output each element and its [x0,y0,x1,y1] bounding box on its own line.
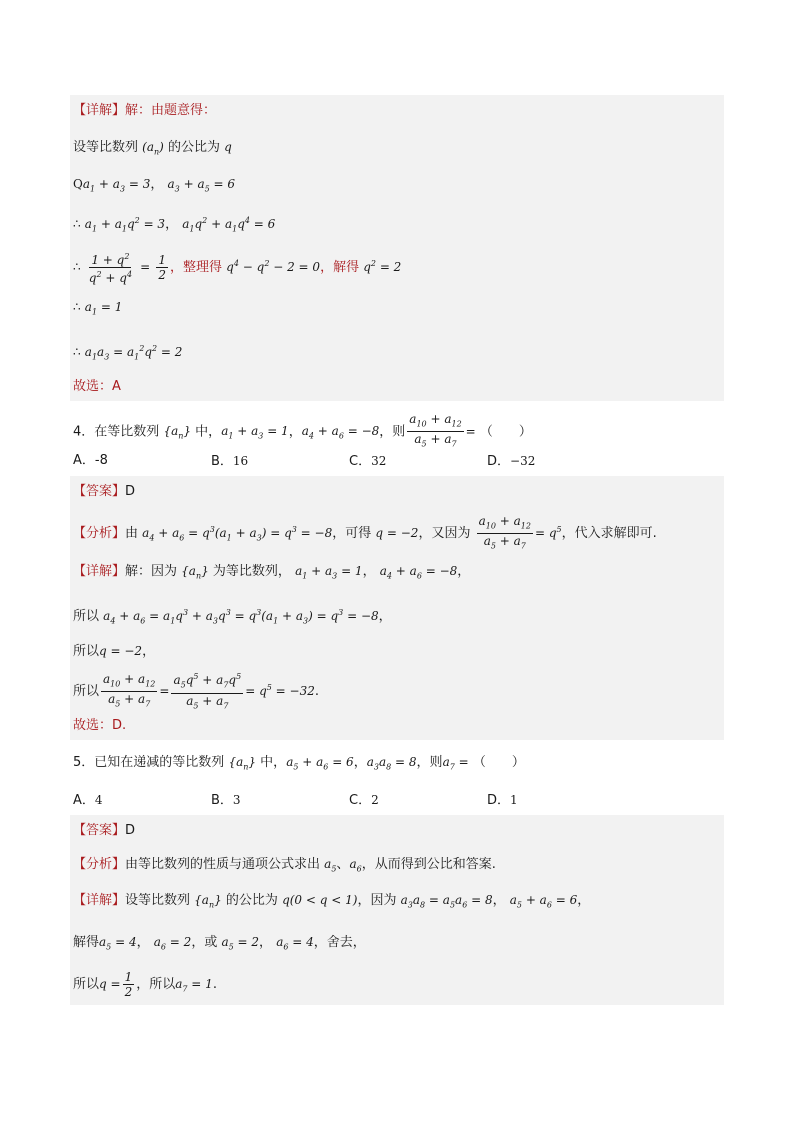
term-a5: $a_5$ [324,857,337,874]
fraction-ratio: $\frac{1 + q^2}{q^2 + q^4}$ [88,252,133,285]
period: . [212,977,217,992]
analysis-text-d: ，代入求解即可 [561,526,653,541]
conclusion-label: 故选： [73,718,113,733]
sequence-symbol: $(a_n)$ [142,140,164,157]
solve-text: ，解得 [320,260,360,275]
detail-text-c: ，因为 [357,893,397,908]
so-eq-1: $a_4 + a_6 = a_1q^3 + a_3q^3 = q^3(a_1 + a_3) = q^3 = -8$ [103,608,379,626]
sequence-symbol: $\{a_n\}$ [181,564,209,581]
answer-line [73,483,135,501]
q-squared-result: $q^2 = 2$ [363,259,402,274]
setup-line [73,138,232,161]
question-4-options [73,452,593,470]
sequence-symbol: $\{a_n\}$ [194,893,222,910]
step-line-1 [73,212,275,238]
simplify-text: ，整理得 [170,260,223,275]
solve-eq-3: $a_5 = 2$ [221,935,260,952]
product-result: $a_1a_3 = a_1^2q^2 = 2$ [84,344,183,362]
detail-eq-2: $a_4 + a_6 = -8$ [379,564,458,581]
so-eq-2: q = −2 [99,644,143,658]
given-eq-1: $a_1 + a_3 = 3$ [82,177,151,194]
so-line: 所以q = $\frac{1}{2}$ ，所以$a_7 = 1$. [73,970,217,999]
option-b[interactable]: B．16 [211,454,249,469]
conclusion-line [73,378,121,396]
so-line-3: 所以 $\frac{a_{10} + a_{12}}{a_5 + a_7}$ = $\frac{a_5q^5 + a_7q^5}{a_5 + a_7}$ = $q^5 = -32$. [73,670,319,713]
option-d[interactable]: D．−32 [487,454,536,469]
so-label: 所以 [73,684,100,699]
analysis-eq-1: $a_4 + a_6 = q^3(a_1 + a_3) = q^3 = -8$ [142,525,333,543]
detail-line [73,102,216,120]
option-b[interactable]: B．3 [211,793,241,808]
condition-2: $a_3a_8 = 8$ [366,755,417,772]
question-number: 4． [73,424,95,440]
detail-tag: 【详解】 [73,893,126,908]
step-line-4 [73,340,182,366]
step-eq-2: $a_1q^2 + a_1q^4 = 6$ [182,216,276,234]
a7-result: $a_7 = 1$ [175,977,213,994]
step-eq-1: $a_1 + a_1q^2 = 3$ [84,216,166,234]
condition-2: $a_4 + a_6 = -8$ [301,424,380,441]
solve-line: 解得$a_5 = 4$， $a_6 = 2$，或 $a_5 = 2$， $a_6 = 4$，舍去， [73,935,366,952]
equals-sign: = [140,260,151,274]
detail-tag: 【详解】 [73,103,126,118]
ratio-range: q(0 < q < 1) [282,893,358,907]
therefore-symbol: ∴ [73,345,81,359]
detail-text-a: 设等比数列 [125,893,191,908]
period: . [314,684,320,699]
detail-eq-1: $a_3a_8 = a_5a_6 = 8$ [400,893,493,910]
stem-text-c: ，则 [379,424,406,440]
so-label: 所以 [73,644,100,659]
therefore-symbol: ∴ [73,300,81,314]
so-result: = $q^5 = -32$ [245,683,315,698]
answer-line [73,822,135,840]
so-line-2: 所以q = −2， [73,644,156,659]
conclusion-line [73,717,126,735]
setup-text-a: 设等比数列 [73,140,139,155]
therefore-symbol: ∴ [73,260,81,274]
term-a6: $a_6$ [349,857,362,874]
q-glyph: Q [73,177,83,191]
step-line-3 [73,298,122,321]
separator: 、 [336,857,350,872]
conclusion-answer: A [112,379,121,394]
detail-text-a: 解：因为 [125,564,178,579]
option-c[interactable]: C．32 [349,454,387,469]
solve-text-a: 解得 [73,935,100,950]
detail-line: 【详解】解：因为 $\{a_n\}$ 为等比数列， $a_1 + a_3 = 1$， $a_4 + a_6 = -8$， [73,564,471,581]
so-line-1: 所以 $a_4 + a_6 = a_1q^3 + a_3q^3 = q^3(a_1 + a_3) = q^3 = -8$， [73,608,392,626]
analysis-text-a: 由等比数列的性质与通项公式求出 [125,857,321,872]
analysis-text-c: ，又因为 [418,526,471,541]
detail-line: 【详解】设等比数列 $\{a_n\}$ 的公比为 q(0 < q < 1)，因为 $a_3a_8 = a_5a_6 = 8$， $a_5 + a_6 = 6$， [73,893,591,910]
analysis-text-a: 由 [125,526,139,541]
analysis-tag: 【分析】 [73,857,126,872]
so-label: 所以 [73,609,100,624]
detail-text-b: 为等比数列， [212,564,291,579]
target-fraction: $\frac{a_{10} + a_{12}}{a_5 + a_7}$ [409,412,462,449]
solve-discard: ，舍去， [313,935,366,950]
analysis-tag: 【分析】 [73,526,126,541]
question-4-stem: 4．在等比数列 $\{a_n\}$ 中，$a_1 + a_3 = 1$，$a_4 + a_6 = -8$，则 $\frac{a_{10} + a_{12}}{a_5 + a_7}$ = （ ） [73,412,532,455]
option-a[interactable]: A．4 [73,793,103,808]
a1-result: $a_1 = 1$ [84,300,123,317]
answer-tag: 【答案】 [73,484,126,499]
condition-1: $a_1 + a_3 = 1$ [221,424,289,441]
option-a[interactable]: A．-8 [73,453,108,468]
analysis-eq-2: q = −2 [375,526,419,540]
quartic-eq: $q^4 - q^2 - 2 = 0$ [226,259,321,274]
stem-text-b: 中， [195,424,222,440]
sequence-symbol: $\{a_n\}$ [228,755,257,772]
setup-text-b: 的公比为 [167,140,220,155]
analysis-text-b: ，可得 [332,526,372,541]
analysis-line [73,855,496,878]
stem-text-a: 在等比数列 [94,424,160,440]
answer-blank: （ ） [479,424,532,440]
given-eq-2: $a_3 + a_5 = 6$ [167,177,236,194]
ratio-symbol: q [224,140,232,154]
question-number: 5． [73,755,95,770]
answer-value: D [125,484,136,499]
comma: ， [150,177,164,192]
comma: ， [165,217,179,232]
solve-eq-1: $a_5 = 4$ [99,935,137,952]
so-fraction-1: $\frac{a_{10} + a_{12}}{a_5 + a_7}$ [103,671,156,709]
period: . [491,857,496,872]
sequence-symbol: $\{a_n\}$ [163,424,192,441]
detail-eq-2: $a_5 + a_6 = 6$ [509,893,578,910]
detail-eq-1: $a_1 + a_3 = 1$ [295,564,363,581]
therefore-symbol: ∴ [73,217,81,231]
target-term: $a_7$ = [442,755,469,772]
detail-tag: 【详解】 [73,564,126,579]
step-line-2 [73,244,401,288]
conclusion-label: 故选： [73,379,113,394]
solve-eq-4: $a_6 = 4$ [276,935,314,952]
so-text-b: ，所以 [136,977,176,992]
so-label: 所以 [73,977,100,992]
solve-eq-2: $a_6 = 2$ [153,935,192,952]
answer-value: D [125,823,136,838]
stem-text-b: 中， [260,755,287,770]
detail-intro: 解：由题意得： [125,103,217,118]
analysis-text-b: ，从而得到公比和答案 [361,857,492,872]
q-half: $\frac{1}{2}$ [124,970,133,999]
conclusion-answer: D. [112,718,127,733]
answer-tag: 【答案】 [73,823,126,838]
fraction-half: $\frac{1}{2}$ [158,253,167,282]
condition-1: $a_5 + a_6 = 6$ [286,755,354,772]
so-fraction-2: $\frac{a_5q^5 + a_7q^5}{a_5 + a_7}$ [173,672,242,710]
analysis-line: 【分析】由 $a_4 + a_6 = q^3(a_1 + a_3) = q^3 = -8$，可得 q = −2，又因为 $\frac{a_{10} + a_{12}}{a_5 + a_7}$ = $q^5$，代入求解即可. [73,512,657,556]
question-5-options [73,791,593,809]
detail-text-b: 的公比为 [225,893,278,908]
option-d[interactable]: D．1 [487,793,518,808]
stem-text-a: 已知在递减的等比数列 [94,755,225,770]
answer-blank: （ ） [472,755,525,770]
question-5-stem: 5．已知在递减的等比数列 $\{a_n\}$ 中，$a_5 + a_6 = 6$，$a_3a_8 = 8$，则$a_7$ = （ ） [73,755,525,772]
given-line [73,175,235,198]
solve-or: ，或 [191,935,218,950]
option-c[interactable]: C．2 [349,793,379,808]
period: . [652,526,657,541]
analysis-fraction: $\frac{a_{10} + a_{12}}{a_5 + a_7}$ [478,513,531,551]
stem-text-c: ，则 [416,755,443,770]
